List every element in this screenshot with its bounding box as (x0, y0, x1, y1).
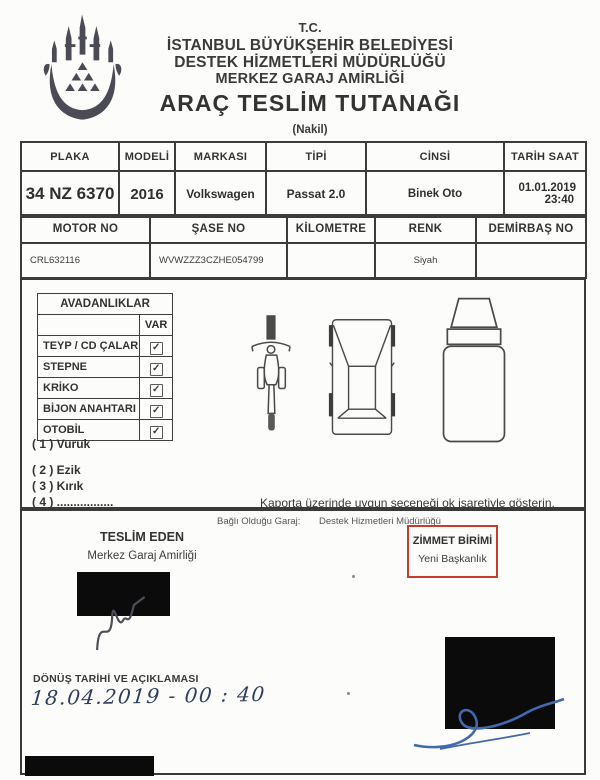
equipment-row (38, 357, 173, 378)
equipment-row (38, 336, 173, 357)
motor-chassis-table (20, 214, 587, 279)
deliverer-name: Merkez Garaj Amirliği (87, 550, 197, 562)
color-value: Siyah (375, 243, 476, 278)
signature-section (20, 509, 586, 775)
header-org-line2: DESTEK HİZMETLERİ MÜDÜRLÜĞÜ (174, 54, 446, 71)
engine-number: CRL632116 (21, 243, 150, 278)
equipment-label: OTOBİL (38, 420, 140, 441)
assignee-highlight-box (407, 525, 498, 578)
checkbox-checked-icon: ✓ (150, 363, 163, 376)
vehicle-info-table (20, 141, 587, 218)
return-date-handwritten: 18.04.2019 - 00 : 40 (29, 681, 267, 710)
assignee-name: Yeni Başkanlık (418, 553, 487, 565)
truck-top-view-diagram (434, 292, 514, 450)
motorcycle-diagram (250, 314, 292, 444)
legend-item-kirik: ( 3 ) Kırık (32, 479, 84, 493)
equipment-var-header: VAR (140, 315, 173, 336)
return-date-label: DÖNÜŞ TARİHİ VE AÇIKLAMASI (33, 673, 199, 685)
checkbox-checked-icon: ✓ (150, 342, 163, 355)
date-time-cell (504, 171, 586, 217)
legend-item-other: ( 4 ) ................. (32, 495, 114, 509)
assignee-title: ZİMMET BİRİMİ (412, 535, 493, 547)
detail-value-row (21, 243, 586, 278)
body-check-note: Kaporta üzerinde uygun seçeneği ok işaretiyle gösterin. (260, 496, 555, 510)
vehicle-class: Binek Oto (366, 171, 504, 217)
legend-item-ezik: ( 2 ) Ezik (32, 463, 81, 477)
col-tarih: TARİH SAAT (504, 142, 586, 171)
equipment-label: STEPNE (38, 357, 140, 378)
form-subtitle: (Nakil) (292, 124, 328, 136)
col-demirbas-no: DEMİRBAŞ NO (476, 215, 586, 243)
checkbox-checked-icon: ✓ (150, 405, 163, 418)
equipment-row (38, 378, 173, 399)
detail-header-row (21, 215, 586, 243)
equipment-title: AVADANLIKLAR (38, 294, 173, 315)
legend-item-vuruk: ( 1 ) Vuruk (32, 437, 91, 451)
col-tip: TİPİ (266, 142, 366, 171)
col-plaka: PLAKA (21, 142, 119, 171)
kilometre-value (287, 243, 375, 278)
header-tc: T.C. (298, 20, 322, 35)
equipment-label: KRİKO (38, 378, 140, 399)
brand: Volkswagen (175, 171, 266, 217)
redaction-bar-bottom (25, 756, 154, 776)
col-sase-no: ŞASE NO (150, 215, 287, 243)
deliverer-signature (85, 595, 163, 653)
vehicle-header-row (21, 142, 586, 171)
equipment-label: TEYP / CD ÇALAR (38, 336, 140, 357)
garage-label: Bağlı Olduğu Garaj: (217, 516, 301, 527)
header-org-line1: İSTANBUL BÜYÜKŞEHİR BELEDİYESİ (166, 37, 454, 54)
chassis-number: WVWZZZ3CZHE054799 (150, 243, 287, 278)
scan-speck (347, 692, 350, 695)
col-renk: RENK (375, 215, 476, 243)
plate-number: 34 NZ 6370 (21, 171, 119, 217)
equipment-empty-cell (38, 315, 140, 336)
checkbox-checked-icon: ✓ (150, 384, 163, 397)
equipment-row (38, 399, 173, 420)
vehicle-value-row (21, 171, 586, 217)
equipment-table (37, 293, 173, 441)
form-title: ARAÇ TESLİM TUTANAĞI (159, 90, 461, 116)
assignee-signature-blue (410, 693, 570, 755)
col-kilometre: KİLOMETRE (287, 215, 375, 243)
time-value: 23:40 (544, 194, 574, 206)
date-value: 01.01.2019 (518, 182, 576, 194)
garage-value: Destek Hizmetleri Müdürlüğü (319, 516, 441, 527)
car-top-view-diagram (328, 312, 396, 442)
vehicle-type: Passat 2.0 (266, 171, 366, 217)
equipment-label: BİJON ANAHTARI (38, 399, 140, 420)
col-cins: CİNSİ (366, 142, 504, 171)
col-marka: MARKASI (175, 142, 266, 171)
asset-number (476, 243, 586, 278)
scan-speck (352, 575, 355, 578)
deliverer-title: TESLİM EDEN (99, 530, 185, 544)
header-org-line3: MERKEZ GARAJ AMİRLİĞİ (215, 71, 405, 87)
col-motor-no: MOTOR NO (21, 215, 150, 243)
model-year: 2016 (119, 171, 175, 217)
col-model: MODELİ (119, 142, 175, 171)
equipment-damage-section (20, 278, 586, 509)
checkbox-checked-icon: ✓ (150, 426, 163, 439)
